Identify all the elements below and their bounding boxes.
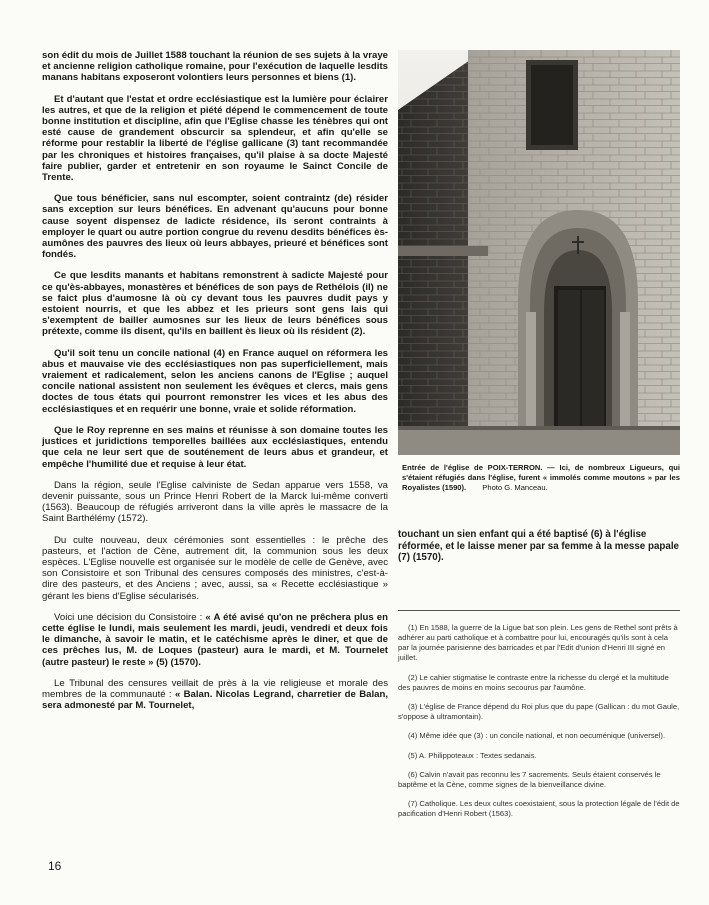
- paragraph-10: [42, 678, 388, 712]
- paragraph-3: Que tous bénéficier, sans nul escompter, soient contraintz (de) résider sans exception sur leurs bénéfices. En advenant qu'aucuns pour bonne cause soyent dispensez de ladicte résidence, ils seront contraints à employer le quart ou autre portion congrue du revenu desdits bénéfices ès-aumônes des pauvres des lieux où leurs abbayes, prieuré et bénéfices sont fondés.: [42, 193, 388, 261]
- paragraph-9-intro: Voici une décision du Consistoire :: [54, 611, 206, 623]
- church-entrance-photo: [398, 50, 680, 455]
- tribunal-quote: « Balan. Nicolas Legrand, charretier de Balan, sera admonesté par M. Tournelet,: [42, 688, 388, 712]
- footnote: (7) Catholique. Les deux cultes coexistaient, sous la protection légale de l'édit de pacification d'Henri Robert (1563).: [398, 799, 680, 819]
- footnote: (1) En 1588, la guerre de la Ligue bat son plein. Les gens de Rethel sont prêts à adhérer au parti catholique et à combattre pour lui, encouragés qu'ils sont à cela par la journée parisienne des barricades et par l'Edit d'union d'Henri III signé en juillet.: [398, 622, 678, 663]
- continuation-text: touchant un sien enfant qui a été baptisé (6) à l'église réformée, et le laisse mener par sa femme à la messe papale (7) (1570).: [398, 529, 680, 564]
- paragraph-5: Qu'il soit tenu un concile national (4) en France auquel on réformera les abus et mauvaise vie des ecclésiastiques non pas superficiellement, mais vraiement et radicalement, selon les anciens canons de l'Eglise ; auquel concile national assistent non seulement les évêques et clercs, mais gens doctes de tous états qui pourront remonstrer les vices et les abus des ecclésiastiques et en requérir une bonne, vraie et solide réformation.: [42, 347, 388, 415]
- footnotes: [398, 623, 680, 820]
- footnote: (6) Calvin n'avait pas reconnu les 7 sacrements. Seuls étaient conservés le baptême et la Cène, comme signes de la bienveillance divine.: [398, 769, 661, 790]
- paragraph-9: [42, 612, 388, 668]
- right-column: [398, 50, 680, 829]
- consistoire-quote: « A été avisé qu'on ne prêchera plus en cette église le lundi, mais seulement les mardi, jeudi, vendredi et deux fois le dimanche, à savoir le matin, et le catéchisme après le diner, et que de ces prêches lus, M. de Loques (pasteur) aura le mardi, et M. Tournelet (autre pasteur) le reste » (5) (1570).: [42, 611, 388, 668]
- caption-text: Entrée de l'église de POIX-TERRON. — Ici, de nombreux Ligueurs, qui s'étaient réfugiés dans l'église, furent « immolés comme moutons » par les Royalistes (1590).: [402, 463, 680, 492]
- footnote: (4) Même idée que (3) : un concile national, et non oecuménique (universel).: [408, 731, 666, 741]
- paragraph-10-intro: Le Tribunal des censures veillait de près à la vie religieuse et morale des membres de la communauté :: [42, 677, 388, 700]
- main-text-column: [42, 50, 388, 721]
- paragraph-4: Ce que lesdits manants et habitans remonstrent à sadicte Majesté pour ce qu'ès-abbayes, monastères et bénéfices de son pays de Rethélois (il) ne se faict plus d'aumosne là où cy devant tous les pauvres dudit pays y estoient nourris, et que les abbez et les prieurs sont gens lais qui s'exemptent de bailler aumosnes sur les lieux de leurs bénéfices sous prétexte, comme ils disent, qu'ils en baillent ès lieux où ils résident (2).: [42, 270, 388, 338]
- photo-caption: [398, 463, 680, 493]
- church-photo-illustration: [398, 50, 680, 455]
- footnote: (2) Le cahier stigmatise le contraste entre la richesse du clergé et la multitude des pauvres de moins en moins secourus par l'aumône.: [398, 672, 669, 692]
- footnote: (3) L'église de France dépend du Roi plus que du pape (Gallican : du mot Gaule, s'oppose à ultramontain).: [398, 702, 680, 722]
- paragraph-8: Du culte nouveau, deux cérémonies sont essentielles : le prêche des pasteurs, et l'action de Cène, autrement dit, la communion sous les deux espèces. L'Eglise nouvelle est organisée sur le modèle de celle de Genève, avec son Consistoire et son Tribunal des censures composés des ministres, c'est-à-dire des pasteurs, et des Anciens ; avec, aussi, sa « Recette ecclésiastique » gérant les biens d'Eglise sécularisés.: [42, 534, 388, 602]
- paragraph-6: Que le Roy reprenne en ses mains et réunisse à son domaine toutes les justices et juridictions temporelles baillées aux ecclésiastiques, entendu que cela ne leur sert que de souténement de leurs abus et grandeur, et empêche l'humilité due et requise à leur état.: [42, 424, 388, 470]
- footnote-divider: [398, 610, 680, 611]
- paragraph-2: Et d'autant que l'estat et ordre ecclésiastique est la lumière pour éclairer les autres, et que de la religion et piété dépend le commencement de toute bonne institution et discipline, afin que l'Eglise chasse les ténèbres qui ont esté cause de grandement obscurcir sa splendeur, et afin qu'elle se réforme pour restablir la liberté de l'église gallicane (3) tant recommandée par les chroniques et histoires françaises, qu'il plaise à sa docte Majesté faire publier, garder et entretenir en son royaume le Sainct Concile de Trente.: [42, 93, 388, 184]
- page-number: 16: [48, 859, 62, 873]
- photo-credit: Photo G. Manceau.: [482, 483, 548, 492]
- paragraph-7: Dans la région, seule l'Eglise calviniste de Sedan apparue vers 1558, va devenir puissante, sous un Prince Henri Robert de la Marck lui-même converti (1563). Beaucoup de réfugiés arriveront dans la ville après le massacre de la Saint Barthélémy (1572).: [42, 479, 388, 525]
- paragraph-1: son édit du mois de Juillet 1588 touchant la réunion de ses sujets à la vraye et ancienne religion catholique romaine, pour l'exécution de laquelle lesdits manans habitans exposeront volontiers leurs personnes et biens (1).: [42, 50, 388, 84]
- footnote: (5) A. Philippoteaux : Textes sedanais.: [408, 750, 537, 760]
